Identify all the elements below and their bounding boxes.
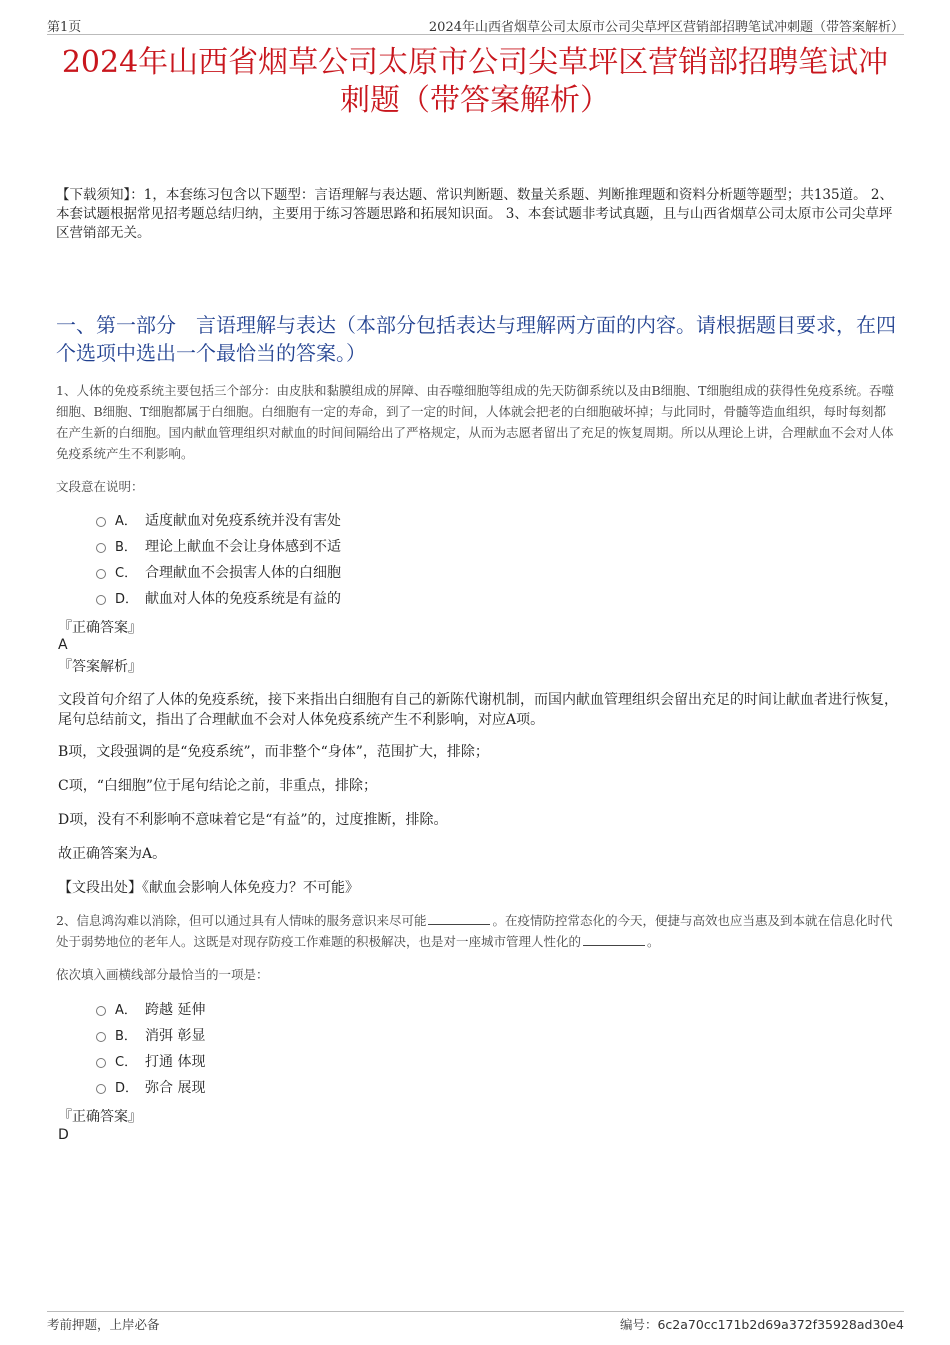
q1-answer: A [58, 637, 68, 653]
page-footer [47, 1311, 904, 1332]
q1-source: 【文段出处】《献血会影响人体免疫力？不可能》 [58, 880, 359, 896]
footer-slogan: 考前押题，上岸必备 [47, 1317, 160, 1332]
radio-icon[interactable] [96, 517, 106, 527]
title-line-1: 2024年山西省烟草公司太原市公司尖草坪区营销部招聘笔试冲 [61, 45, 889, 80]
question-2-stem: 2、信息鸿沟难以消除，但可以通过具有人情味的服务意识来尽可能 。在疫情防控常态化的今天，便捷与高效也应当惠及到本就在信息化时代处于弱势地位的老年人。这既是对现存防疫工作难题的积极解决，也是对一座城市管理人性化的 。 [56, 913, 893, 949]
q2-option-b[interactable]: B． 消弭 彰显 [96, 1025, 205, 1047]
q1-option-d[interactable]: D． 献血对人体的免疫系统是有益的 [96, 588, 341, 610]
q1-analysis-3: C项，“白细胞”位于尾句结论之前，非重点，排除； [58, 778, 378, 794]
radio-icon[interactable] [96, 1032, 106, 1042]
q1-analysis-4: D项，没有不利影响不意味着它是“有益”的，过度推断，排除。 [58, 812, 448, 828]
question-1-stem: 1、人体的免疫系统主要包括三个部分：由皮肤和黏膜组成的屏障、由吞噬细胞等组成的先天防御系统以及由B细胞、T细胞组成的获得性免疫系统。吞噬细胞、B细胞、T细胞都属于白细胞。白细胞有一定的寿命，到了一定的时间，人体就会把老的白细胞破坏掉；与此同时，骨髓等造血组织，每时每刻都在产生新的白细胞。国内献血管理组织对献血的时间间隔给出了严格规定，从而为志愿者留出了充足的恢复周期。所以从理论上讲，合理献血不会对人体免疫系统产生不利影响。 [56, 383, 894, 461]
radio-icon[interactable] [96, 1058, 106, 1068]
page-header [47, 14, 904, 35]
q2-answer-label: 『正确答案』 [58, 1109, 142, 1125]
q1-option-c[interactable]: C． 合理献血不会损害人体的白细胞 [96, 562, 341, 584]
question-2-prompt: 依次填入画横线部分最恰当的一项是： [56, 967, 269, 982]
q1-analysis-2: B项，文段强调的是“免疫系统”，而非整个“身体”，范围扩大，排除； [58, 744, 489, 760]
title-line-2: 刺题（带答案解析） [340, 83, 610, 118]
q2-option-d[interactable]: D． 弥合 展现 [96, 1077, 205, 1099]
radio-icon[interactable] [96, 1006, 106, 1016]
q1-answer-label: 『正确答案』 [58, 620, 142, 636]
download-notice: 【下载须知】：1，本套练习包含以下题型：言语理解与表达题、常识判断题、数量关系题、判断推理题和资料分析题等题型；共135道。 2、本套试题根据常见招考题总结归纳，主要用于练习答题思路和拓展知识面。 3、本套试题非考试真题，且与山西省烟草公司太原市公司尖草坪区营销部无关。 [56, 187, 893, 241]
page-number: 第1页 [47, 20, 82, 35]
q2-option-a[interactable]: A． 跨越 延伸 [96, 999, 205, 1021]
question-1-prompt: 文段意在说明： [56, 479, 144, 494]
radio-icon[interactable] [96, 543, 106, 553]
radio-icon[interactable] [96, 569, 106, 579]
blank-line [428, 913, 490, 925]
q1-option-a[interactable]: A． 适度献血对免疫系统并没有害处 [96, 510, 341, 532]
radio-icon[interactable] [96, 595, 106, 605]
section-heading: 一、第一部分 言语理解与表达（本部分包括表达与理解两方面的内容。请根据题目要求，在四个选项中选出一个最恰当的答案。） [56, 313, 896, 365]
q2-option-c[interactable]: C． 打通 体现 [96, 1051, 205, 1073]
footer-code: 编号：6c2a70cc171b2d69a372f35928ad30e4 [619, 1317, 904, 1332]
q1-analysis-5: 故正确答案为A。 [58, 846, 167, 862]
q1-option-b[interactable]: B． 理论上献血不会让身体感到不适 [96, 536, 341, 558]
radio-icon[interactable] [96, 1084, 106, 1094]
document-title [40, 44, 910, 120]
blank-line [583, 934, 645, 946]
header-doc-title: 2024年山西省烟草公司太原市公司尖草坪区营销部招聘笔试冲刺题（带答案解析） [428, 20, 904, 35]
q2-answer: D [58, 1127, 69, 1143]
q1-analysis-1: 文段首句介绍了人体的免疫系统，接下来指出白细胞有自己的新陈代谢机制，而国内献血管理组织会留出充足的时间让献血者进行恢复，尾句总结前文，指出了合理献血不会对人体免疫系统产生不利影响，对应A项。 [58, 692, 898, 728]
q1-analysis-label: 『答案解析』 [58, 659, 142, 675]
